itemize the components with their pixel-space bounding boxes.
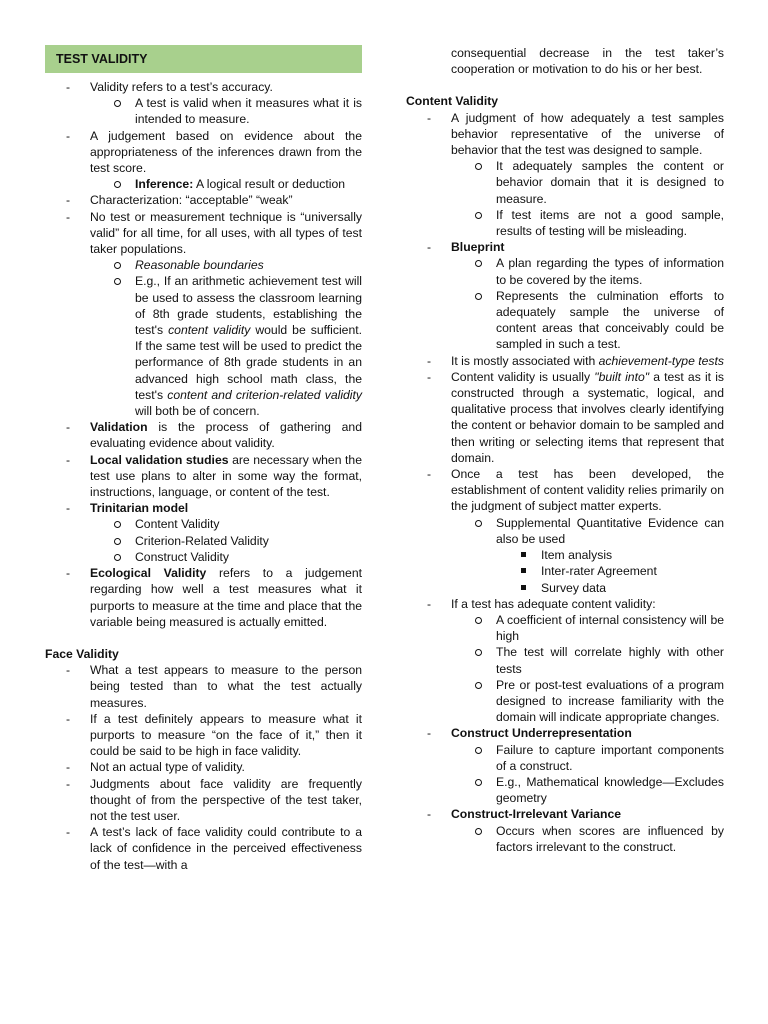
list-item: Content Validity <box>90 516 362 532</box>
list-item: Occurs when scores are influenced by factors irrelevant to the construct. <box>451 823 724 855</box>
list-item: - No test or measurement technique is “universally valid” for all time, for all uses, with all types of test taker populations. Reasonable boundaries E.g., If an arithmetic achievement test will be used to assess the classroom learning of 8th grade students, establishing the test's content validity would be sufficient. If the same test will be used to predict the performance of 8th grade students in an advanced high school math class, the test's content and criterion-related validity will both be of concern. <box>45 209 362 420</box>
list-item: - Content validity is usually "built into" a test as it is constructed through a systematic, logical, and qualitative process that involves clearly identifying the content or behavior domain to be sampled and then writing or selecting items that represent that domain. <box>406 369 724 466</box>
list-item: Represents the culmination efforts to adequately sample the universe of content areas that conceivably could be sampled in such a test. <box>451 288 724 353</box>
list-item: - Construct Underrepresentation Failure to capture important components of a construct. E.g., Mathematical knowledge—Excludes geometry <box>406 725 724 806</box>
list-item: - Judgments about face validity are frequently thought of from the perspective of the test taker, not the test user. <box>45 776 362 825</box>
list-item: A test is valid when it measures what it is intended to measure. <box>90 95 362 127</box>
list-item: Criterion-Related Validity <box>90 533 362 549</box>
continued-text: consequential decrease in the test taker’s cooperation or motivation to do his or her best. <box>451 46 724 77</box>
list-item: Pre or post-test evaluations of a program designed to increase familiarity with the domain will indicate appropriate changes. <box>451 677 724 726</box>
intro-list <box>45 79 362 630</box>
list-item: Supplemental Quantitative Evidence can also be used Item analysis Inter-rater Agreement Survey data <box>451 515 724 596</box>
list-item: - If a test has adequate content validity: A coefficient of internal consistency will be high The test will correlate highly with other tests Pre or post-test evaluations of a program designed to increase familiarity with the domain will indicate appropriate changes. <box>406 596 724 726</box>
list-item: - Ecological Validity refers to a judgement regarding how well a test measures what it purports to measure at the time and place that the variable being measured is actually emitted. <box>45 565 362 630</box>
list-item: - If a test definitely appears to measure what it purports to measure “on the face of it,” then it could be said to be high in face validity. <box>45 711 362 760</box>
list-item: A coefficient of internal consistency will be high <box>451 612 724 644</box>
list-item: - Not an actual type of validity. <box>45 759 362 775</box>
face-validity-list <box>45 662 362 873</box>
list-item: - Local validation studies are necessary when the test use plans to alter in some way the format, instructions, language, or content of the test. <box>45 452 362 501</box>
list-item: Inference: A logical result or deduction <box>90 176 362 192</box>
section-heading-content-validity: Content Validity <box>406 94 499 109</box>
list-item: Reasonable boundaries <box>90 257 362 273</box>
list-item: - A judgment of how adequately a test samples behavior representative of the universe of behavior that the test was designed to sample. It adequately samples the content or behavior domain that it is designed to measure. If test items are not a good sample, results of testing will be misleading. <box>406 110 724 240</box>
list-item: Construct Validity <box>90 549 362 565</box>
list-item: - It is mostly associated with achievement-type tests <box>406 353 724 369</box>
list-item: E.g., Mathematical knowledge—Excludes geometry <box>451 774 724 806</box>
right-column <box>406 45 724 855</box>
list-item: - Validity refers to a test’s accuracy. A test is valid when it measures what it is intended to measure. <box>45 79 362 128</box>
list-item: - Characterization: “acceptable” “weak” <box>45 192 362 208</box>
list-item: - Once a test has been developed, the establishment of content validity relies primarily on the judgment of subject matter experts. Supplemental Quantitative Evidence can also be used Item analysis Inter-rater Agreement Survey data <box>406 466 724 596</box>
list-item: Inter-rater Agreement <box>496 563 724 579</box>
list-item: - Trinitarian model Content Validity Criterion-Related Validity Construct Validity <box>45 500 362 565</box>
list-item: - Blueprint A plan regarding the types of information to be covered by the items. Represents the culmination efforts to adequately sample the universe of content areas that conceivably could be sampled in such a test. <box>406 239 724 352</box>
list-item: Failure to capture important components of a construct. <box>451 742 724 774</box>
list-item: - Validation is the process of gathering and evaluating evidence about validity. <box>45 419 362 451</box>
list-item: Item analysis <box>496 547 724 563</box>
list-item: If test items are not a good sample, results of testing will be misleading. <box>451 207 724 239</box>
content-validity-list <box>406 110 724 855</box>
list-item: - A judgement based on evidence about the appropriateness of the inferences drawn from the test score. Inference: A logical result or deduction <box>45 128 362 193</box>
list-item: - Construct-Irrelevant Variance Occurs when scores are influenced by factors irrelevant to the construct. <box>406 806 724 855</box>
list-item: - What a test appears to measure to the person being tested than to what the test actually measures. <box>45 662 362 711</box>
section-heading-face-validity: Face Validity <box>45 646 119 661</box>
list-item: A plan regarding the types of information to be covered by the items. <box>451 255 724 287</box>
list-item: E.g., If an arithmetic achievement test will be used to assess the classroom learning of 8th grade students, establishing the test's content validity would be sufficient. If the same test will be used to predict the performance of 8th grade students in an advanced high school math class, the test's content and criterion-related validity will both be of concern. <box>90 273 362 419</box>
left-column <box>45 45 362 873</box>
list-item: - A test’s lack of face validity could contribute to a lack of confidence in the perceived effectiveness of the test—with a <box>45 824 362 873</box>
list-item: It adequately samples the content or behavior domain that it is designed to measure. <box>451 158 724 207</box>
page-title: TEST VALIDITY <box>45 45 362 73</box>
list-item: Survey data <box>496 580 724 596</box>
list-item: The test will correlate highly with other tests <box>451 644 724 676</box>
